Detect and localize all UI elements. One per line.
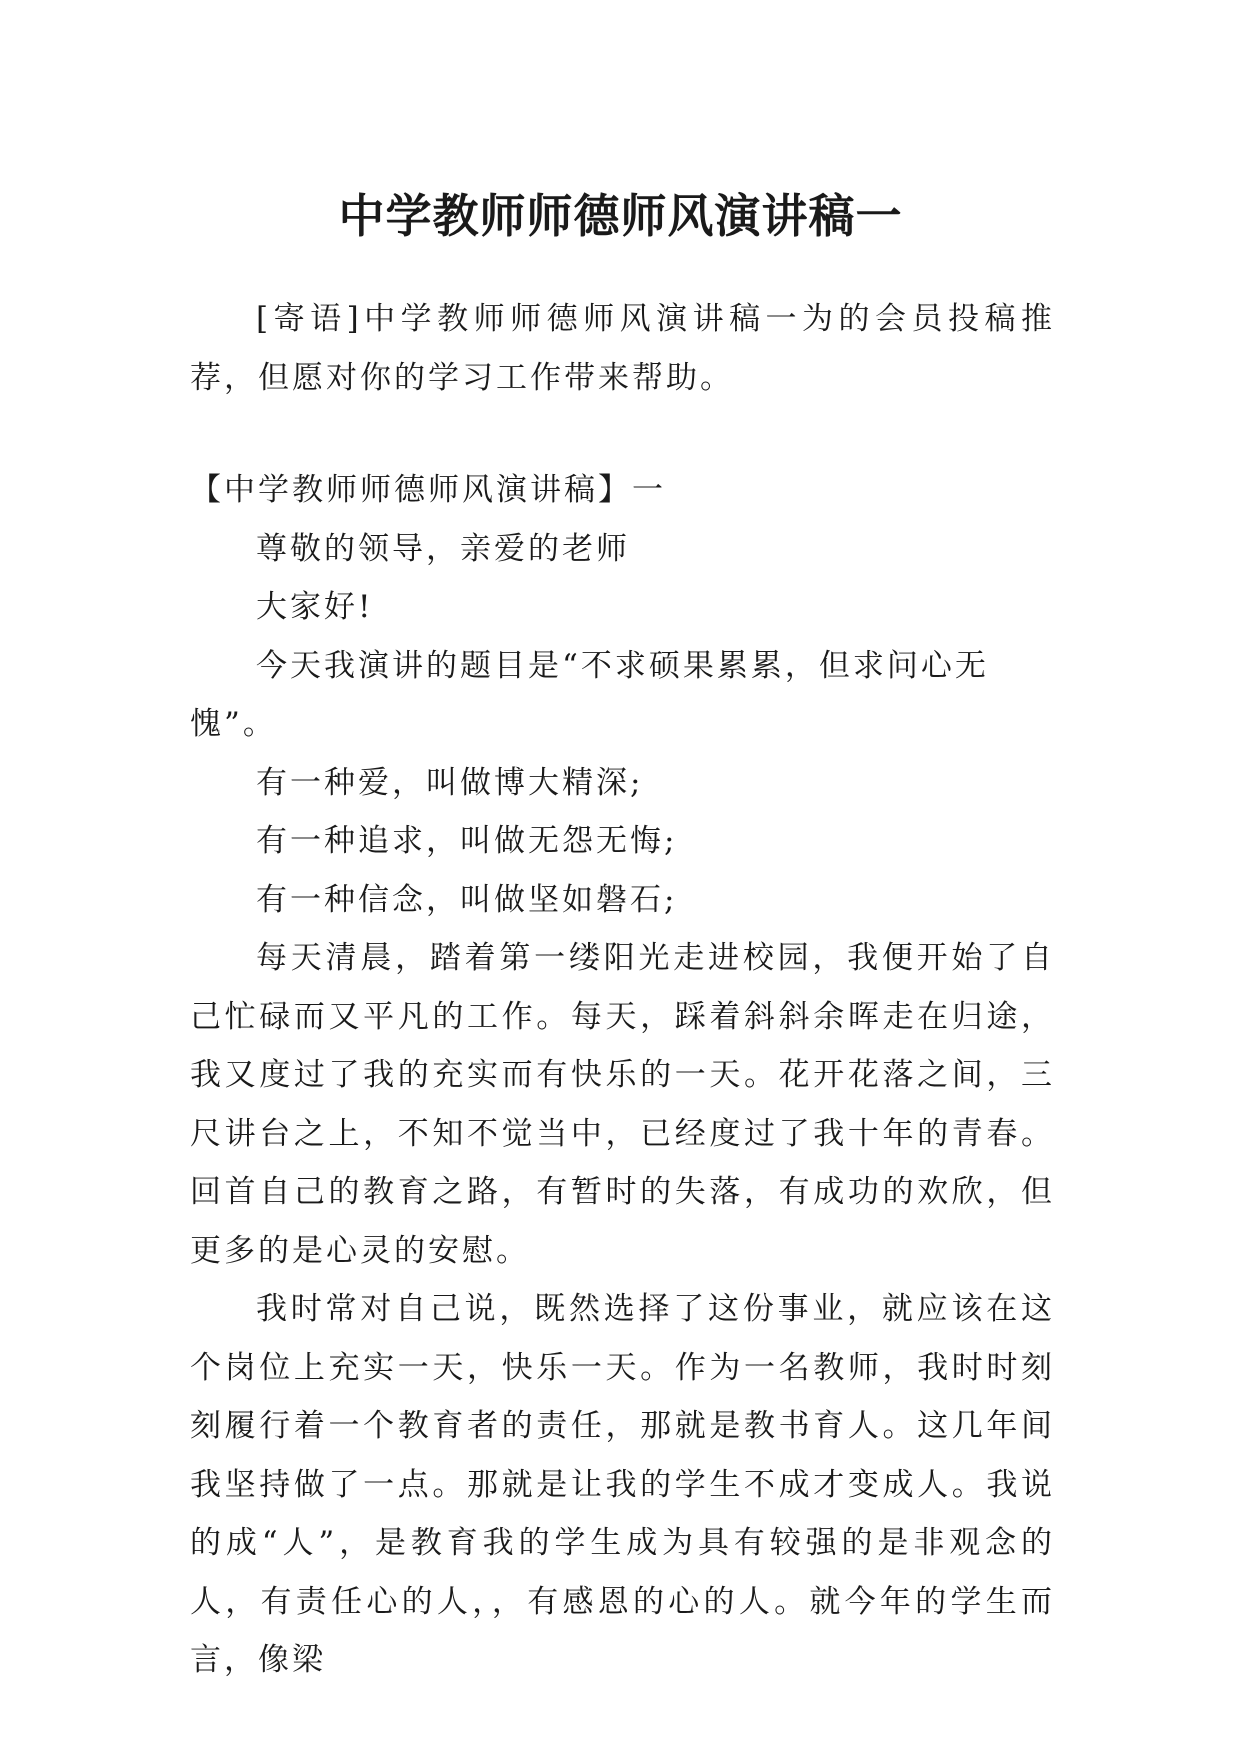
preface-text: [寄语]中学教师师德师风演讲稿一为的会员投稿推荐，但愿对你的学习工作带来帮助。: [190, 301, 1055, 396]
document-title: 中学教师师德师风演讲稿一: [338, 188, 903, 243]
body-paragraph: 我时常对自己说，既然选择了这份事业，就应该在这个岗位上充实一天，快乐一天。作为一名教师，我时时刻刻履行着一个教育者的责任，那就是教书育人。这几年间我坚持做了一点。那就是让我的学生不成才变成人。我说的成“人”，是教育我的学生成为具有较强的是非观念的人，有责任心的人，，有感恩的心的人。就今年的学生而言，像梁: [190, 1291, 1055, 1678]
body-paragraph: 每天清晨，踏着第一缕阳光走进校园，我便开始了自己忙碌而又平凡的工作。每天，踩着斜斜余晖走在归途，我又度过了我的充实而有快乐的一天。花开花落之间，三尺讲台之上，不知不觉当中，已经度过了我十年的青春。回首自己的教育之路，有暂时的失落，有成功的欢欣，但更多的是心灵的安慰。: [190, 940, 1055, 1269]
poem-line: 有一种信念，叫做坚如磐石;: [256, 881, 678, 918]
speech-body: [190, 461, 1055, 1690]
section-heading: 【中学教师师德师风演讲稿】一: [190, 472, 666, 508]
preface-block: [190, 290, 1055, 407]
poem-line: 有一种追求，叫做无怨无悔;: [256, 823, 678, 859]
salutation-line: 尊敬的领导，亲爱的老师: [256, 530, 630, 567]
topic-line: 今天我演讲的题目是“不求硕果累累，但求问心无愧”。: [190, 647, 989, 742]
greeting-line: 大家好!: [256, 589, 374, 625]
poem-line: 有一种爱，叫做博大精深;: [256, 764, 644, 801]
